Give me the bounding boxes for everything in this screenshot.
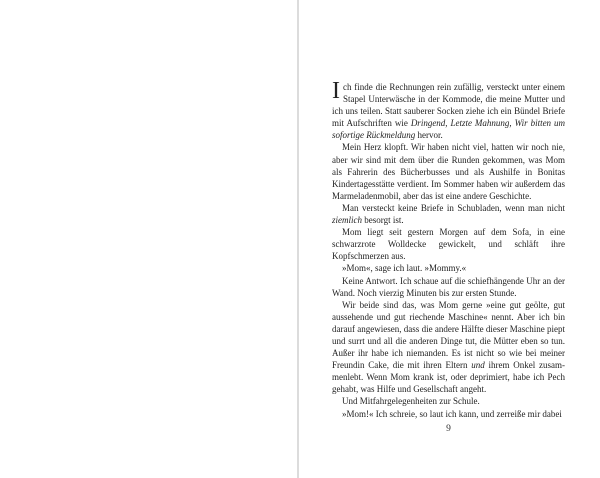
text-run: besorgt ist. <box>362 215 404 226</box>
page-text-block <box>332 78 566 420</box>
paragraph <box>332 408 565 420</box>
paragraph <box>332 202 565 226</box>
paragraph <box>332 299 565 396</box>
text-run: Keine Antwort. Ich schaue auf die schiefhängende Uhr an der Wand. Noch vierzig Minuten bis zur ersten Stunde. <box>332 275 565 298</box>
text-run: Man versteckt keine Briefe in Schubladen, wenn man nicht <box>342 202 565 213</box>
text-run: Dringend, Letzte Mahnung, Wir bitten um sofortige Rückmeldung <box>332 118 566 141</box>
text-run: Und Mitfahrgelegenheiten zur Schule. <box>342 396 480 407</box>
text-run: und <box>471 360 485 371</box>
text-run: Mein Herz klopft. Wir haben nicht viel, hatten wir noch nie, aber wir sind mit dem über die Runden gekommen, was Mom als Fahrerin des Bücherbusses und als Aushilfe in Bonitas Kindertagesstätte verdient. Im Sommer haben wir außerdem das Marmeladenmobil, aber das ist eine andere Geschichte. <box>332 142 565 201</box>
paragraph <box>332 141 565 201</box>
paragraph <box>332 226 565 262</box>
left-page-blank <box>0 0 297 478</box>
text-run: hervor. <box>415 130 443 141</box>
text-run: »Mom!« Ich schreie, so laut ich kann, und zerreiße mir dabei <box>342 408 562 419</box>
text-run: Wir beide sind das, was Mom gerne »eine gut geölte, gut aussehende und gut riechende Maschine« nennt. Aber ich bin darauf angewiesen, dass die andere Hälfte dieser Maschine piept und surrt und all die anderen Dinge tut, die Mütter eben so tun. Außer ihr habe ich niemanden. Es ist nicht so wie bei meiner Freundin Cake, die mit ihren Eltern <box>332 299 565 371</box>
paragraph <box>332 275 565 299</box>
text-run: Mom liegt seit gestern Morgen auf dem Sofa, in eine schwarzrote Wolldecke gewickelt, und schläft ihre Kopfschmerzen aus. <box>332 227 565 262</box>
page-number: 9 <box>446 424 451 434</box>
right-page <box>299 0 600 478</box>
text-run: ihrem Onkel zusammenlebt. Wenn Mom krank ist, oder deprimiert, habe ich Pech gehabt, was Hilfe und Gesellschaft angeht. <box>332 360 565 395</box>
paragraph <box>332 78 566 141</box>
paragraph <box>332 395 565 407</box>
paragraph <box>332 262 565 274</box>
text-run: ch finde die Rechnungen rein zufällig, versteckt unter einem Stapel Unterwäsche in der Kommode, die meine Mutter und ich uns teilen. Statt sauberer Socken ziehe ich ein Bündel Briefe mit Aufschriften wie <box>332 82 565 129</box>
drop-cap: I <box>332 78 340 104</box>
text-run: »Mom«, sage ich laut. »Mommy.« <box>342 263 467 274</box>
text-run: ziemlich <box>332 215 362 226</box>
